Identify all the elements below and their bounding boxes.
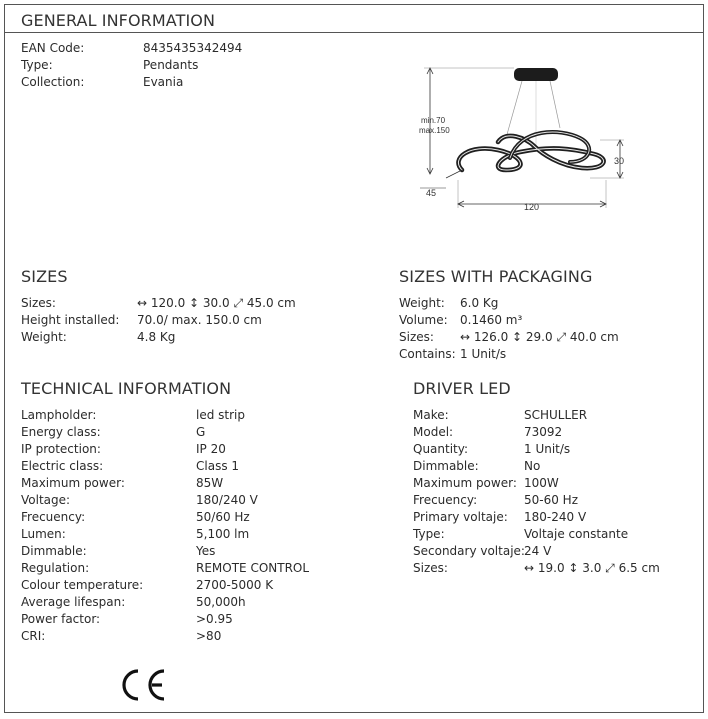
row-label: Primary voltaje: <box>413 510 508 524</box>
row-label: Lumen: <box>21 527 66 541</box>
row-value: 1 Unit/s <box>524 442 571 456</box>
row-value: SCHULLER <box>524 408 588 422</box>
row-value: 6.0 Kg <box>460 296 499 310</box>
general-info-title: GENERAL INFORMATION <box>21 11 216 30</box>
row-label: Make: <box>413 408 449 422</box>
width-label: 120 <box>524 202 540 212</box>
row-label: Frecuency: <box>413 493 478 507</box>
row-label: Lampholder: <box>21 408 97 422</box>
row-label: Contains: <box>399 347 456 361</box>
diagonal-label: 45 <box>426 188 437 198</box>
row-value: ↔ 126.0 ↕ 29.0 ⤢ 40.0 cm <box>460 330 619 344</box>
row-label: Model: <box>413 425 454 439</box>
row-label: IP protection: <box>21 442 101 456</box>
technical-info-title: TECHNICAL INFORMATION <box>21 379 232 398</box>
row-value: ↔ 19.0 ↕ 3.0 ⤢ 6.5 cm <box>524 561 660 575</box>
row-label: Dimmable: <box>21 544 87 558</box>
row-value: Evania <box>143 75 184 89</box>
row-value: >80 <box>196 629 222 643</box>
row-value: Voltaje constante <box>524 527 629 541</box>
row-label: Type: <box>21 58 53 72</box>
row-label: Regulation: <box>21 561 90 575</box>
row-value: Pendants <box>143 58 199 72</box>
lamp-dimension-drawing <box>410 58 630 218</box>
row-value: 73092 <box>524 425 563 439</box>
row-label: Power factor: <box>21 612 101 626</box>
row-label: Weight: <box>399 296 445 310</box>
row-label: Quantity: <box>413 442 469 456</box>
row-label: Colour temperature: <box>21 578 144 592</box>
row-value: 5,100 lm <box>196 527 250 541</box>
row-value: REMOTE CONTROL <box>196 561 310 575</box>
row-label: Dimmable: <box>413 459 479 473</box>
row-value: 70.0/ max. 150.0 cm <box>137 313 262 327</box>
row-value: 2700-5000 K <box>196 578 274 592</box>
row-value: 4.8 Kg <box>137 330 176 344</box>
row-label: Volume: <box>399 313 448 327</box>
driver-led-title: DRIVER LED <box>413 379 511 398</box>
row-label: Maximum power: <box>413 476 517 490</box>
row-label: Type: <box>413 527 445 541</box>
row-value: 50,000h <box>196 595 246 609</box>
height-max-label: max.150 <box>419 126 450 135</box>
row-value: 180-240 V <box>524 510 587 524</box>
row-value: No <box>524 459 541 473</box>
row-value: G <box>196 425 206 439</box>
row-label: Weight: <box>21 330 67 344</box>
row-label: Height installed: <box>21 313 120 327</box>
depth-label: 30 <box>614 156 625 166</box>
divider <box>4 32 704 33</box>
row-value: led strip <box>196 408 245 422</box>
row-value: 180/240 V <box>196 493 258 507</box>
row-value: 50/60 Hz <box>196 510 250 524</box>
row-value: 85W <box>196 476 224 490</box>
row-value: 50-60 Hz <box>524 493 579 507</box>
row-value: IP 20 <box>196 442 226 456</box>
row-label: EAN Code: <box>21 41 85 55</box>
sizes-title: SIZES <box>21 267 68 286</box>
ce-mark-icon <box>118 667 168 703</box>
row-value: 1 Unit/s <box>460 347 507 361</box>
height-min-label: min.70 <box>421 116 446 125</box>
row-label: Electric class: <box>21 459 104 473</box>
row-label: CRI: <box>21 629 46 643</box>
row-value: ↔ 120.0 ↕ 30.0 ⤢ 45.0 cm <box>137 296 296 310</box>
row-value: 0.1460 m³ <box>460 313 523 327</box>
row-label: Energy class: <box>21 425 101 439</box>
row-value: Yes <box>196 544 216 558</box>
row-label: Sizes: <box>21 296 56 310</box>
row-label: Collection: <box>21 75 85 89</box>
row-label: Sizes: <box>413 561 448 575</box>
row-label: Voltage: <box>21 493 71 507</box>
row-value: Class 1 <box>196 459 240 473</box>
row-value: 24 V <box>524 544 552 558</box>
row-label: Maximum power: <box>21 476 125 490</box>
row-label: Secondary voltaje: <box>413 544 525 558</box>
row-label: Frecuency: <box>21 510 86 524</box>
row-value: 100W <box>524 476 559 490</box>
sizes-packaging-title: SIZES WITH PACKAGING <box>399 267 593 286</box>
row-label: Average lifespan: <box>21 595 126 609</box>
row-label: Sizes: <box>399 330 434 344</box>
ceiling-canopy-shape <box>514 68 558 81</box>
row-value: 8435435342494 <box>143 41 243 55</box>
row-value: >0.95 <box>196 612 233 626</box>
